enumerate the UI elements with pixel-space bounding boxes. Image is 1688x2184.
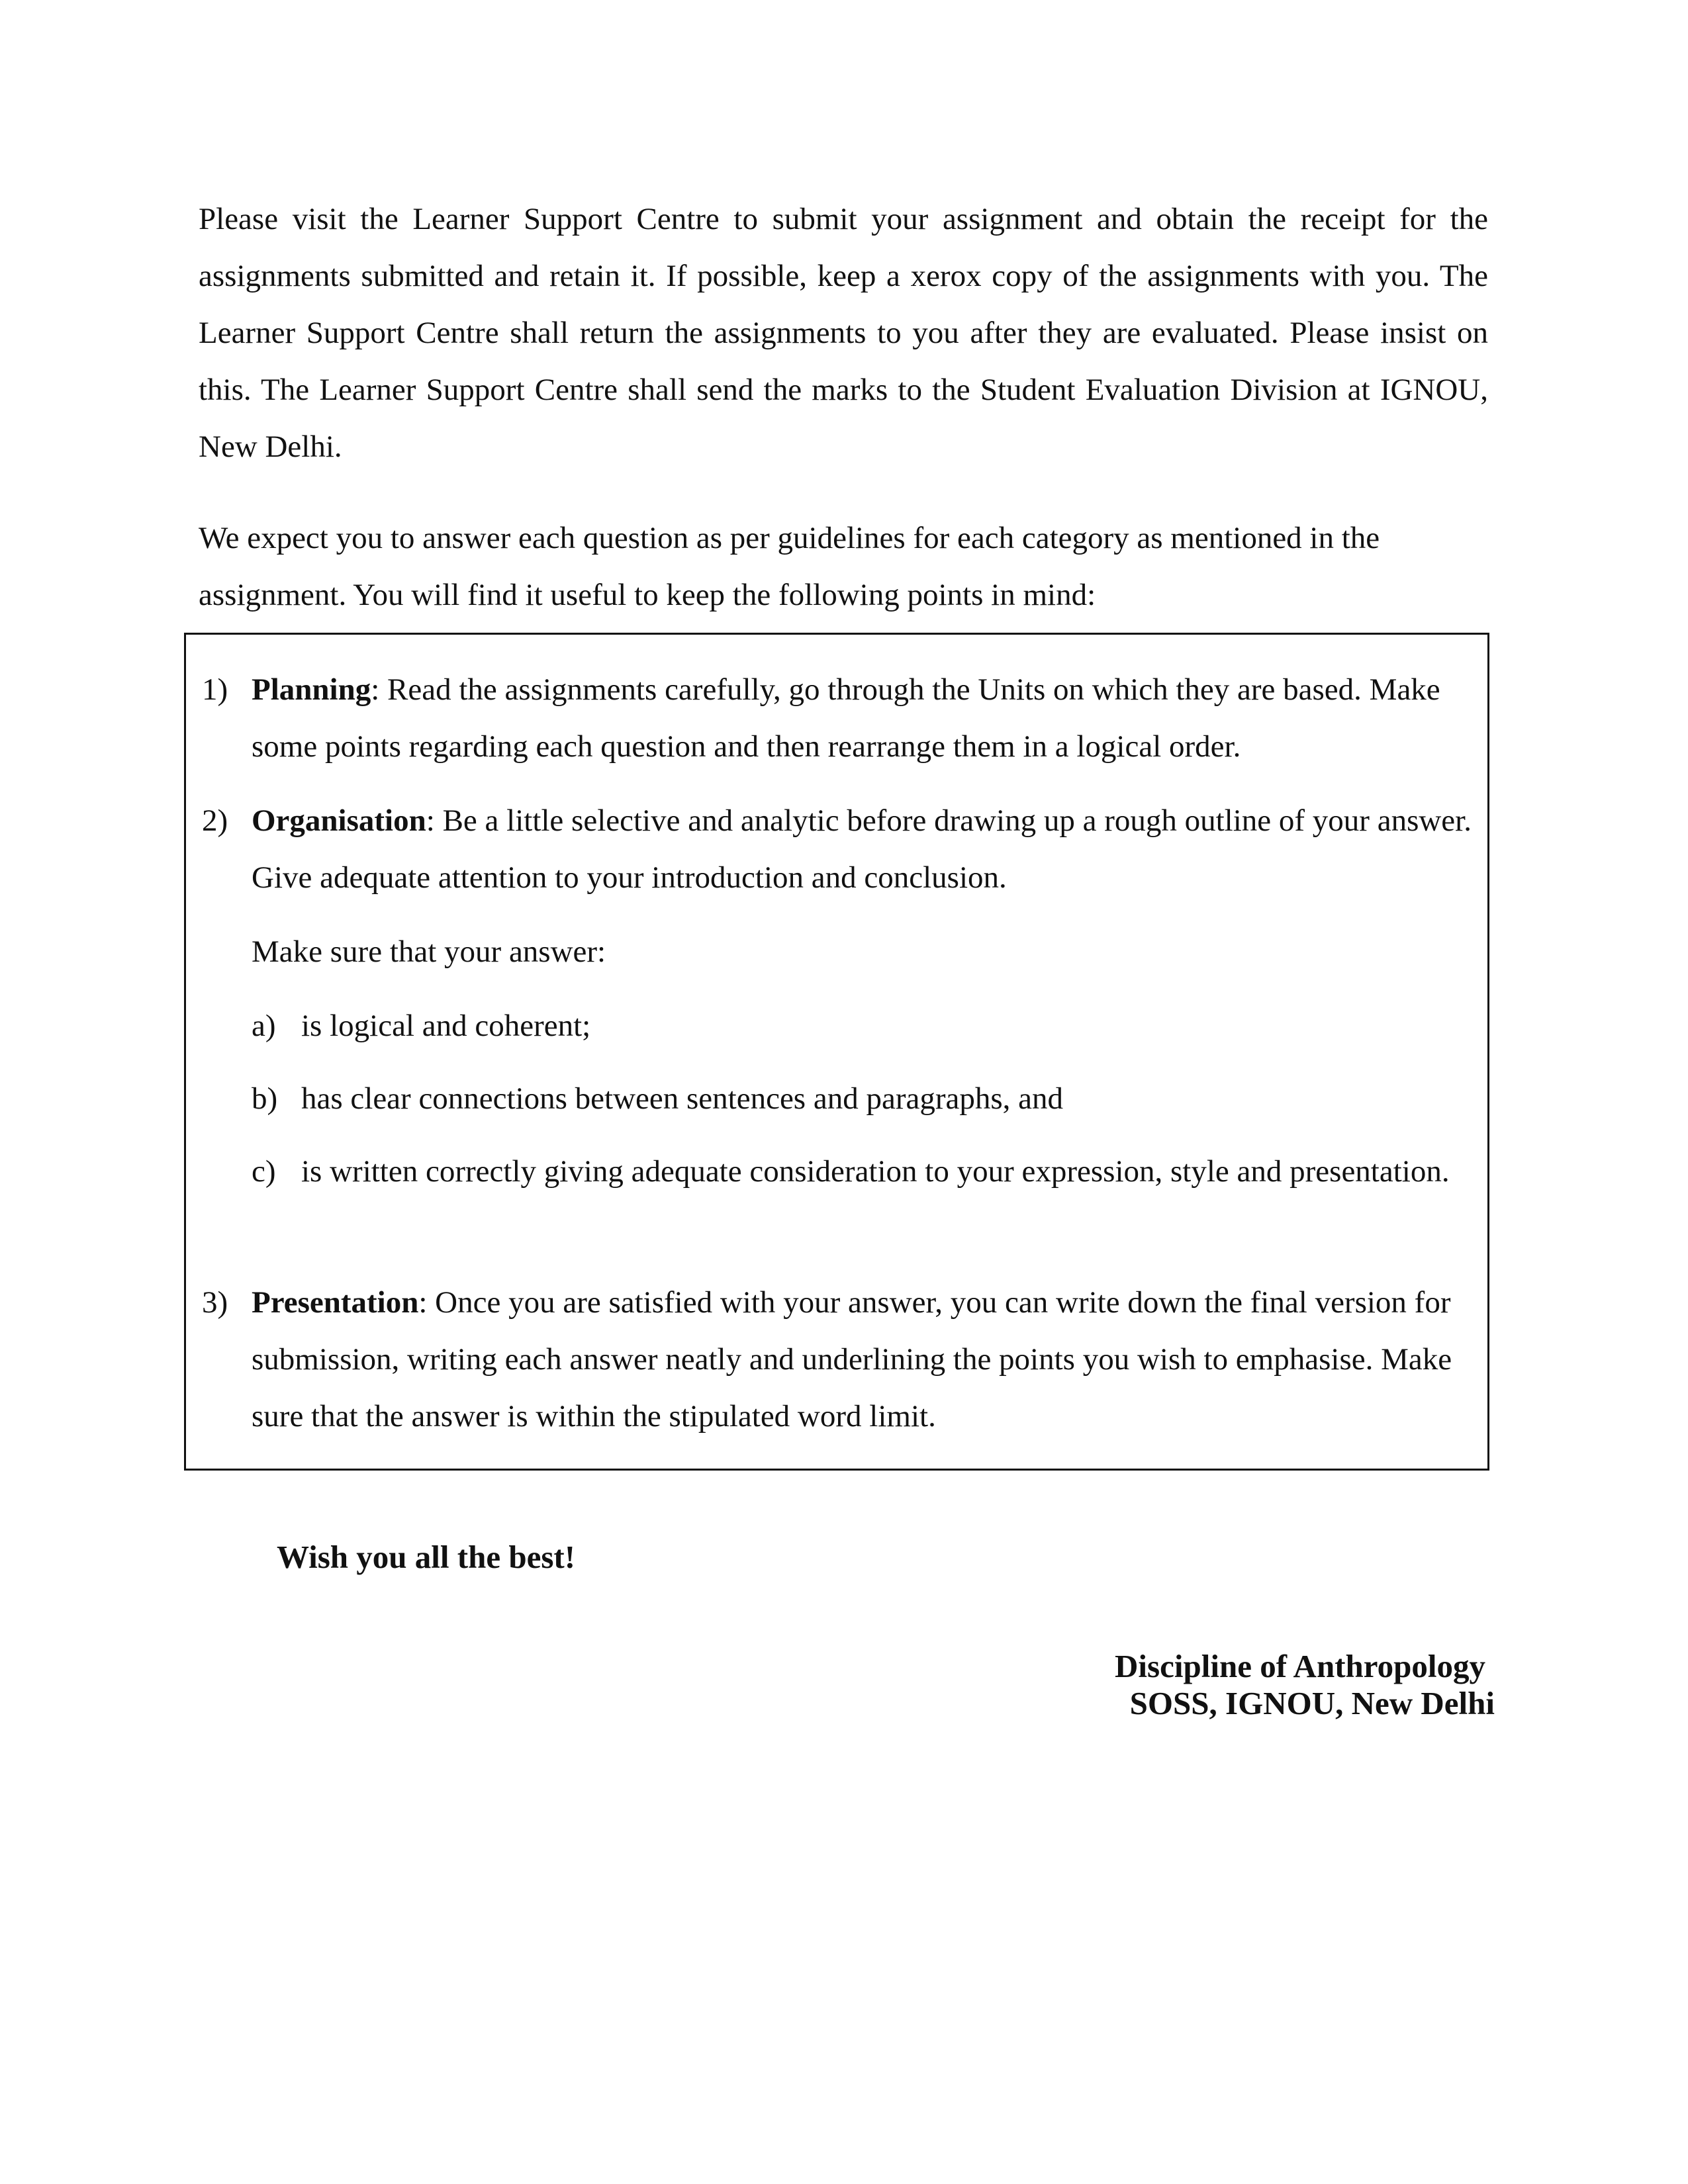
- sub-item-text: is logical and coherent;: [301, 1009, 591, 1043]
- guideline-term: Presentation: [252, 1285, 419, 1320]
- guideline-number: 1): [202, 672, 228, 707]
- sub-item-letter: a): [252, 1009, 276, 1043]
- intro-paragraph-submission: Please visit the Learner Support Centre to submit your assignment and obtain the receipt for the assignments submitted and retain it. If possible, keep a xerox copy of the assignments with you. The Learner Support Centre shall return the assignments to you after they are evaluated. Please insist on this. The Learner Support Centre shall send the marks to the Student Evaluation Division at IGNOU, New Delhi.: [199, 202, 1488, 464]
- make-sure-label: Make sure that your answer:: [252, 934, 606, 969]
- closing-wish: Wish you all the best!: [277, 1539, 576, 1575]
- guideline-number: 2): [202, 803, 228, 838]
- sub-item-b: [252, 1070, 1470, 1127]
- guideline-item-organisation: [202, 792, 1473, 906]
- guideline-text: : Once you are satisfied with your answer, you can write down the final version for submission, writing each answer neatly and underlining the points you wish to emphasise. Make sure that the answer is within the stipulated word limit.: [252, 1285, 1452, 1433]
- guideline-term: Organisation: [252, 803, 426, 838]
- guideline-text: : Be a little selective and analytic before drawing up a rough outline of your answer. Give adequate attention to your introduction and conclusion.: [252, 803, 1472, 895]
- signature-block: [1115, 1648, 1495, 1722]
- sub-item-c: [252, 1143, 1470, 1200]
- guidelines-box: [184, 633, 1489, 1471]
- guideline-term: Planning: [252, 672, 371, 707]
- sub-item-text: has clear connections between sentences and paragraphs, and: [301, 1081, 1063, 1116]
- guideline-text: : Read the assignments carefully, go through the Units on which they are based. Make some points regarding each question and then rearrange them in a logical order.: [252, 672, 1440, 764]
- signature-discipline: Discipline of Anthropology: [1115, 1648, 1485, 1684]
- sub-item-letter: c): [252, 1154, 276, 1189]
- guideline-number: 3): [202, 1285, 228, 1320]
- sub-item-letter: b): [252, 1081, 278, 1116]
- intro-paragraph-guidelines: We expect you to answer each question as per guidelines for each category as mentioned in the assignment. You will find it useful to keep the following points in mind:: [199, 521, 1380, 612]
- sub-item-a: [252, 997, 1470, 1054]
- guideline-item-planning: [202, 661, 1473, 775]
- signature-institution: SOSS, IGNOU, New Delhi: [1129, 1685, 1495, 1721]
- guideline-item-presentation: [202, 1274, 1473, 1445]
- sub-item-text: is written correctly giving adequate consideration to your expression, style and presentation.: [301, 1154, 1450, 1189]
